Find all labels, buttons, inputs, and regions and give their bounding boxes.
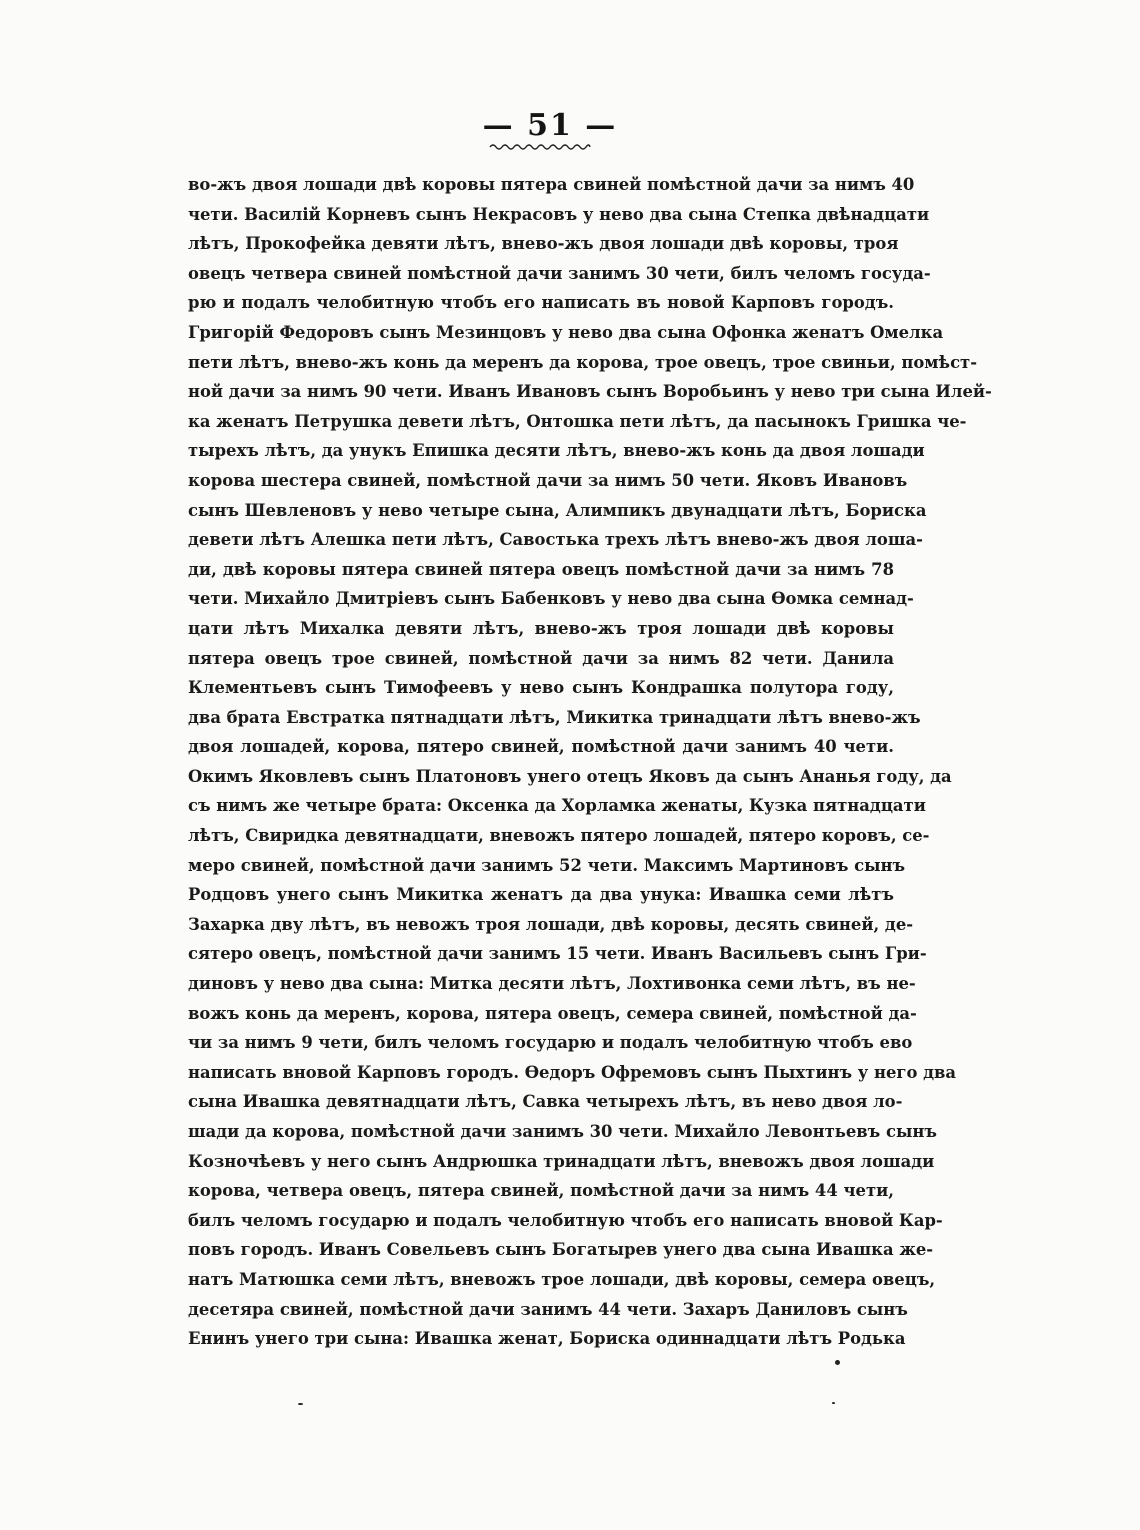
- text-line: овецъ четвера свиней помѣстной дачи занимъ 30 чети, билъ челомъ госуда-: [188, 263, 931, 283]
- print-speck: [298, 1403, 303, 1405]
- body-text: [188, 170, 992, 1354]
- text-line: Окимъ Яковлевъ сынъ Платоновъ унего отецъ Яковъ да сынъ Ананья году, да: [188, 766, 952, 786]
- text-line: ной дачи за нимъ 90 чети. Иванъ Ивановъ сынъ Воробьинъ у нево три сына Илей-: [188, 382, 992, 402]
- text-line: сынъ Шевленовъ у нево четыре сына, Алимпикъ двунадцати лѣтъ, Бориска: [188, 500, 927, 520]
- text-line: пети лѣтъ, внево-жъ конь да меренъ да корова, трое овецъ, трое свиньи, помѣст-: [188, 352, 978, 372]
- text-line: два брата Евстратка пятнадцати лѣтъ, Микитка тринадцати лѣтъ внево-жъ: [188, 707, 921, 727]
- text-line: во-жъ двоя лошади двѣ коровы пятера свиней помѣстной дачи за нимъ 40: [188, 175, 915, 194]
- text-line: лѣтъ, Прокофейка девяти лѣтъ, внево-жъ двоя лошади двѣ коровы, троя: [188, 234, 899, 254]
- text-line: написать вновой Карповъ городъ. Ѳедоръ Офремовъ сынъ Пыхтинъ у него два: [188, 1062, 957, 1082]
- text-line: вожъ конь да меренъ, корова, пятера овецъ, семера свиней, помѣстной да-: [188, 1003, 917, 1023]
- text-line: Григорій Федоровъ сынъ Мезинцовъ у нево два сына Офонка женатъ Омелка: [188, 322, 944, 342]
- print-speck: [832, 1402, 835, 1404]
- text-line: повъ городъ. Иванъ Совельевъ сынъ Богатырев унего два сына Ивашка же-: [188, 1240, 934, 1260]
- text-line: Енинъ унего три сына: Ивашка женат, Бориска одиннадцати лѣтъ Родька: [188, 1329, 906, 1349]
- text-line: Клементьевъ сынъ Тимофеевъ у нево сынъ Кондрашка полутора году,: [188, 678, 894, 698]
- text-line: Козночѣевъ у него сынъ Андрюшка тринадцати лѣтъ, вневожъ двоя лошади: [188, 1151, 935, 1171]
- text-line: съ нимъ же четыре брата: Оксенка да Хорламка женаты, Кузка пятнадцати: [188, 796, 926, 816]
- text-line: сятеро овецъ, помѣстной дачи занимъ 15 чети. Иванъ Васильевъ сынъ Гри-: [188, 944, 927, 964]
- text-line: лѣтъ, Свиридка девятнадцати, вневожъ пятеро лошадей, пятеро коровъ, се-: [188, 826, 930, 846]
- text-line: чи за нимъ 9 чети, билъ челомъ государю и подалъ челобитную чтобъ ево: [188, 1033, 913, 1053]
- text-line: корова, четвера овецъ, пятера свиней, помѣстной дачи за нимъ 44 чети,: [188, 1181, 894, 1201]
- text-line: чети. Василій Корневъ сынъ Некрасовъ у нево два сына Степка двѣнадцати: [188, 204, 930, 224]
- text-line: сына Ивашка девятнадцати лѣтъ, Савка четырехъ лѣтъ, въ нево двоя ло-: [188, 1092, 903, 1112]
- text-line: тырехъ лѣтъ, да унукъ Епишка десяти лѣтъ, внево-жъ конь да двоя лошади: [188, 441, 925, 461]
- text-line: цати лѣтъ Михалка девяти лѣтъ, внево-жъ троя лошади двѣ коровы: [188, 618, 894, 638]
- text-line: чети. Михайло Дмитріевъ сынъ Бабенковъ у нево два сына Ѳомка семнад-: [188, 589, 914, 609]
- text-line: девети лѣтъ Алешка пети лѣтъ, Савостька трехъ лѣтъ внево-жъ двоя лоша-: [188, 530, 923, 550]
- text-line: пятера овецъ трое свиней, помѣстной дачи за нимъ 82 чети. Данила: [188, 648, 894, 668]
- text-line: Захарка дву лѣтъ, въ невожъ троя лошади, двѣ коровы, десять свиней, де-: [188, 914, 914, 934]
- text-line: шади да корова, помѣстной дачи занимъ 30 чети. Михайло Левонтьевъ сынъ: [188, 1122, 937, 1141]
- text-line: ди, двѣ коровы пятера свиней пятера овецъ помѣстной дачи за нимъ 78: [188, 559, 894, 579]
- text-line: ка женатъ Петрушка девети лѣтъ, Онтошка пети лѣтъ, да пасынокъ Гришка че-: [188, 411, 967, 431]
- text-line: рю и подалъ челобитную чтобъ его написать въ новой Карповъ городъ.: [188, 293, 894, 313]
- text-line: билъ челомъ государю и подалъ челобитную чтобъ его написать вновой Кар-: [188, 1210, 943, 1230]
- text-line: Родцовъ унего сынъ Микитка женатъ да два унука: Ивашка семи лѣтъ: [188, 885, 894, 905]
- print-speck: [835, 1360, 840, 1365]
- page-number: — 51 —: [482, 108, 618, 143]
- text-line: двоя лошадей, корова, пятеро свиней, помѣстной дачи занимъ 40 чети.: [188, 737, 894, 757]
- wavy-underline: [490, 143, 590, 151]
- text-line: десетяра свиней, помѣстной дачи занимъ 44 чети. Захаръ Даниловъ сынъ: [188, 1299, 908, 1319]
- text-line: меро свиней, помѣстной дачи занимъ 52 чети. Максимъ Мартиновъ сынъ: [188, 855, 906, 875]
- text-line: диновъ у нево два сына: Митка десяти лѣтъ, Лохтивонка семи лѣтъ, въ не-: [188, 974, 916, 994]
- text-line: натъ Матюшка семи лѣтъ, вневожъ трое лошади, двѣ коровы, семера овецъ,: [188, 1269, 936, 1289]
- text-line: корова шестера свиней, помѣстной дачи за нимъ 50 чети. Яковъ Ивановъ: [188, 470, 908, 490]
